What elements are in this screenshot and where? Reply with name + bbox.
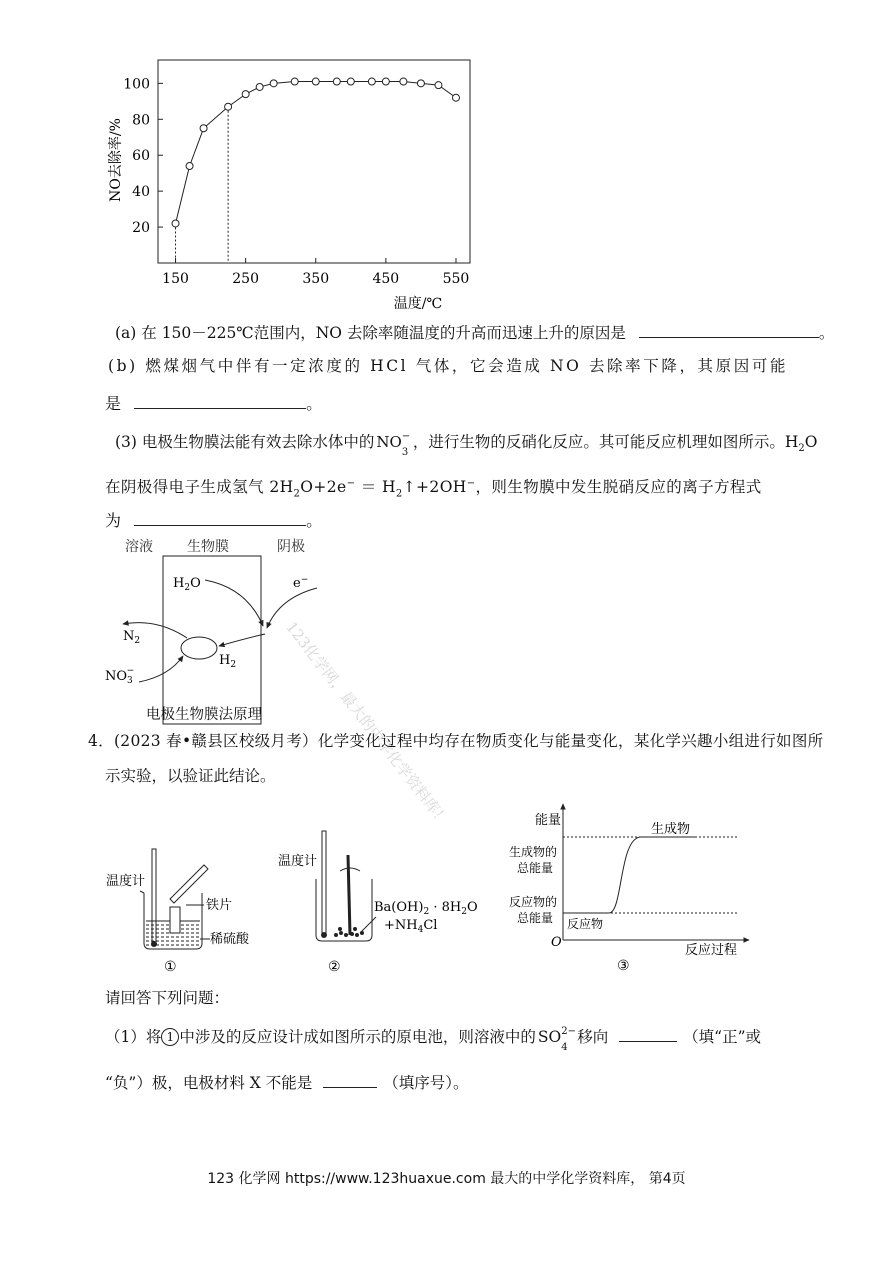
exp1-number: ① — [164, 959, 177, 975]
exp2-reagent1: $Ba(OH)_2 \cdot 8H_2O$ — [374, 900, 478, 917]
answer-blank-a[interactable] — [639, 321, 819, 338]
arrow-h2o — [205, 580, 263, 626]
data-point — [333, 78, 340, 85]
q3-a-line: (a) 在 150－225℃范围内，NO 去除率随温度的升高而迅速上升的原因是 。 — [115, 321, 834, 343]
y-axis-label: NO去除率/% — [108, 118, 124, 202]
data-point — [435, 82, 442, 89]
answer-blank-q1-1[interactable] — [619, 1025, 677, 1042]
exp2-thermometer-label: 温度计 — [278, 854, 318, 869]
label-h2o: $H_2O$ — [173, 576, 201, 593]
nitrate-ion: NO − 3 — [376, 431, 411, 458]
energy-origin: O — [551, 935, 562, 950]
y-tick-label: 20 — [132, 220, 150, 237]
data-point — [256, 83, 263, 90]
label-electron: e− — [293, 575, 309, 591]
energy-x-label: 反应过程 — [685, 943, 738, 958]
membrane-caption: 电极生物膜法原理 — [146, 707, 262, 723]
q4-line2: 示实验，以验证此结论。 — [105, 767, 276, 785]
q4-line1: 4．(2023 春•赣县区校级月考）化学变化过程中均存在物质变化与能量变化，某化学兴趣小组进行如图所 — [88, 732, 824, 750]
data-point — [200, 125, 207, 132]
experiment-2 — [270, 825, 480, 975]
q3-b-line1: (b) 燃煤烟气中伴有一定浓度的 HCl 气体，它会造成 NO 去除率下降，其原因可能 — [108, 357, 789, 375]
q3-part3-line3: 为 。 — [105, 511, 323, 530]
x-tick-label: 450 — [372, 271, 400, 287]
answer-blank-b[interactable] — [134, 392, 306, 409]
watermark: 123化学网，最大的中学化学资料库！ — [282, 618, 453, 830]
data-point — [242, 91, 249, 98]
label-h2: $H_2$ — [219, 653, 237, 670]
x-tick-label: 550 — [442, 271, 470, 287]
label-membrane: 生物膜 — [187, 539, 229, 555]
reactant-total-1: 反应物的 — [509, 895, 558, 909]
data-point — [270, 80, 277, 87]
exp1-acid-label: 稀硫酸 — [210, 932, 250, 947]
page-footer: 123 化学网 https://www.123huaxue.com 最大的中学化学资料库， 第4页 — [207, 1171, 686, 1187]
bacteria-ellipse — [181, 637, 217, 659]
x-axis-label: 温度/℃ — [393, 296, 443, 312]
q1-line1: （1）将 1 中涉及的反应设计成如图所示的原电池，则溶液中的 SO 2− 4 移向 （填“正”或 — [105, 1026, 762, 1053]
data-point — [172, 220, 179, 227]
energy-curve — [565, 837, 697, 913]
iron-strip-icon — [170, 907, 180, 933]
no-removal-chart — [100, 50, 480, 320]
energy-number: ③ — [617, 958, 630, 974]
y-tick-label: 100 — [123, 76, 150, 93]
answer-blank-c[interactable] — [134, 509, 306, 526]
circled-number: 1 — [161, 1028, 179, 1046]
y-tick-label: 80 — [132, 112, 150, 129]
exp2-reagent2: $+NH_4Cl$ — [384, 918, 438, 935]
product-total-2: 总能量 — [517, 861, 554, 875]
energy-diagram — [505, 800, 765, 976]
y-tick-label: 40 — [132, 184, 150, 201]
arrow-nitrate — [139, 656, 183, 682]
data-point — [186, 162, 193, 169]
label-nitrate: $NO_3-$ — [105, 666, 135, 686]
energy-y-label: 能量 — [535, 813, 562, 828]
q3-b-line2: 是 。 — [105, 394, 323, 413]
product-label: 生成物 — [651, 822, 691, 837]
q3-part3-line2: 在阴极得电子生成氢气 $2H_2O+2e^-$ ＝ $H_2↑+2OH^-$，则生物膜中发生脱硝反应的离子方程式 — [105, 478, 762, 500]
reactant-label: 反应物 — [567, 917, 604, 931]
label-solution: 溶液 — [125, 539, 153, 555]
data-point — [291, 78, 298, 85]
data-point — [400, 78, 407, 85]
answer-blank-q1-2[interactable] — [323, 1071, 377, 1088]
questions-intro: 请回答下列问题： — [105, 989, 230, 1007]
data-point — [382, 78, 389, 85]
y-tick-label: 60 — [132, 148, 150, 165]
experiment-1 — [100, 825, 260, 975]
q3-part3-line1: (3) 电极生物膜法能有效去除水体中的 NO − 3 ，进行生物的反硝化反应。其可能反应机理如图所示。$H_2O$ — [115, 431, 818, 458]
data-point — [368, 78, 375, 85]
data-point — [452, 94, 459, 101]
data-point — [225, 103, 232, 110]
x-tick-label: 150 — [162, 271, 189, 287]
rotate-arrow-icon — [340, 868, 360, 871]
reactant-total-2: 总能量 — [517, 911, 554, 925]
thermometer-icon — [152, 849, 156, 944]
product-total-1: 生成物的 — [509, 845, 558, 859]
arrow-to-bacteria — [219, 634, 265, 646]
label-n2: $N_2$ — [123, 629, 141, 646]
series-line — [176, 82, 456, 224]
sulfate-ion: SO 2− 4 — [537, 1026, 576, 1053]
exp2-number: ② — [328, 959, 341, 975]
q1-line2: “负”）极，电极材料 X 不能是 （填序号）。 — [105, 1071, 468, 1093]
chart-frame — [158, 60, 470, 263]
x-tick-label: 350 — [302, 271, 330, 287]
exp1-thermometer-label: 温度计 — [106, 874, 146, 889]
exp1-iron-label: 铁片 — [206, 898, 233, 913]
data-point — [312, 78, 319, 85]
x-tick-label: 250 — [232, 271, 260, 287]
label-cathode: 阴极 — [277, 539, 305, 555]
thermometer-icon-2 — [322, 831, 326, 935]
stirring-rod-icon — [348, 855, 350, 935]
data-point — [347, 78, 354, 85]
data-point — [417, 80, 424, 87]
